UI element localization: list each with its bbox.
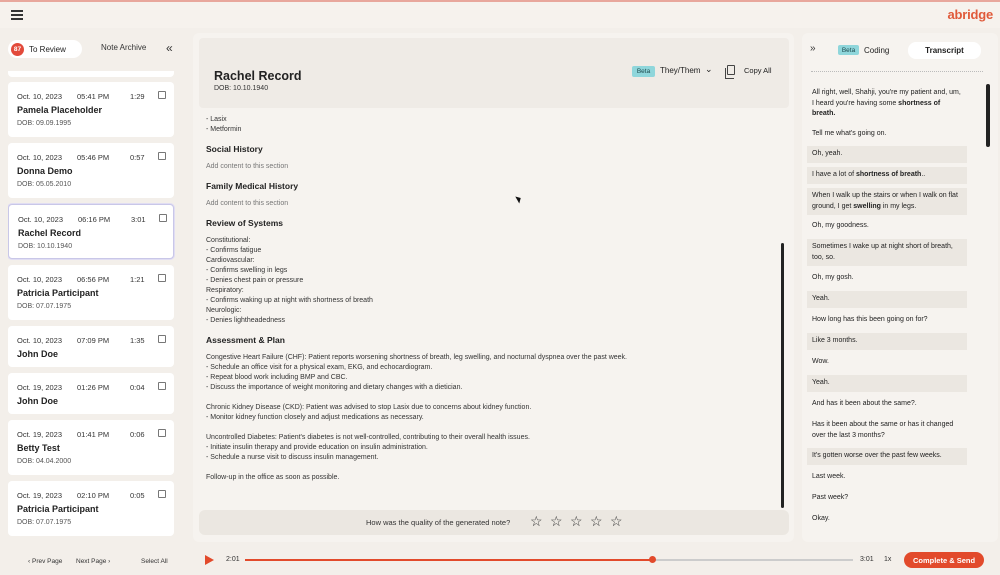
encounter-duration: 1:21 xyxy=(130,275,145,284)
encounter-date: Oct. 10, 2023 xyxy=(17,92,63,101)
select-all-button[interactable]: Select All xyxy=(141,558,168,565)
transcript-scrollbar[interactable] xyxy=(986,84,990,147)
note-line: - Confirms swelling in legs xyxy=(206,267,288,274)
encounter-checkbox[interactable] xyxy=(158,91,166,99)
encounter-card[interactable] xyxy=(8,143,174,198)
section-heading-social-history: Social History xyxy=(206,144,263,154)
encounter-duration: 1:35 xyxy=(130,336,145,345)
patient-name: Rachel Record xyxy=(18,228,82,238)
note-line: Constitutional: xyxy=(206,237,251,244)
brand-logo: abridge xyxy=(947,7,993,22)
patient-name: Pamela Placeholder xyxy=(17,105,103,115)
note-line: - Metformin xyxy=(206,126,242,133)
encounter-card[interactable] xyxy=(8,373,174,414)
utterance-text: Last week. xyxy=(812,473,846,480)
section-heading-assessment-plan: Assessment & Plan xyxy=(206,335,285,345)
ap-followup: Follow-up in the office as soon as possible. xyxy=(206,474,340,481)
patient-name: John Doe xyxy=(17,396,59,406)
patient-name: Betty Test xyxy=(17,443,60,453)
encounter-sidebar xyxy=(0,33,186,575)
beta-badge: Beta xyxy=(632,66,655,77)
note-line: - Confirms waking up at night with shortness of breath xyxy=(206,297,373,304)
progress-knob[interactable] xyxy=(649,556,656,563)
utterance-text: Oh, yeah. xyxy=(812,150,843,157)
encounter-checkbox[interactable] xyxy=(158,382,166,390)
review-count-badge: 87 xyxy=(11,43,24,56)
utterance-text: Wow. xyxy=(812,358,829,365)
transcript-utterance[interactable] xyxy=(807,396,967,413)
section-heading-family-history: Family Medical History xyxy=(206,181,299,191)
utterance-text: Yeah. xyxy=(812,379,830,386)
top-bar xyxy=(0,0,1000,28)
star-icon[interactable]: ☆ xyxy=(590,513,603,529)
note-line: Chronic Kidney Disease (CKD): Patient was advised to stop Lasix due to concerns about kidney function. xyxy=(206,404,532,411)
transcript-utterance[interactable] xyxy=(807,448,967,465)
chevron-down-icon[interactable]: ⌄ xyxy=(705,64,713,74)
transcript-utterance[interactable] xyxy=(807,417,967,444)
patient-dob: DOB: 10.10.1940 xyxy=(18,243,73,250)
encounter-time: 01:41 PM xyxy=(77,430,110,439)
encounter-checkbox[interactable] xyxy=(158,490,166,498)
prev-page-label: Prev Page xyxy=(31,558,63,565)
utterance-text: Sometimes I wake up at night short of breath, too, so. xyxy=(812,243,953,261)
patient-name: Rachel Record xyxy=(214,69,302,83)
utterance-text: Has it been about the same or has it changed over the last 3 months? xyxy=(812,421,954,439)
note-line: - Initiate insulin therapy and provide education on insulin administration. xyxy=(206,444,428,451)
encounter-time: 05:46 PM xyxy=(77,153,110,162)
utterance-text: Like 3 months. xyxy=(812,337,858,344)
utterance-text: .. xyxy=(921,171,926,178)
transcript-utterance[interactable] xyxy=(807,85,967,123)
family-history-placeholder[interactable]: Add content to this section xyxy=(206,200,289,207)
transcript-utterance[interactable] xyxy=(807,218,967,235)
divider xyxy=(811,71,983,72)
audio-player xyxy=(193,548,1000,575)
patient-dob: DOB: 09.09.1995 xyxy=(17,120,72,127)
pronoun-select[interactable]: They/Them xyxy=(660,66,701,75)
utterance-text: It's gotten worse over the past few weeks. xyxy=(812,452,942,459)
ap-block-chf xyxy=(206,353,776,393)
utterance-highlight: shortness of breath xyxy=(855,171,922,178)
star-icon[interactable]: ☆ xyxy=(530,513,543,529)
patient-name: John Doe xyxy=(17,349,59,359)
encounter-time: 05:41 PM xyxy=(77,92,110,101)
encounter-list xyxy=(8,71,176,541)
note-content[interactable] xyxy=(206,115,776,505)
tab-note-archive[interactable]: Note Archive xyxy=(101,43,147,52)
encounter-duration: 0:05 xyxy=(130,491,145,500)
utterance-text: Oh, my goodness. xyxy=(812,222,869,229)
utterance-text: Tell me what's going on. xyxy=(812,130,887,137)
utterance-text: Yeah. xyxy=(812,295,830,302)
patient-dob: DOB: 10.10.1940 xyxy=(214,85,269,92)
progress-track[interactable] xyxy=(245,559,853,561)
section-heading-ros: Review of Systems xyxy=(206,218,284,228)
encounter-date: Oct. 10, 2023 xyxy=(18,215,64,224)
note-header xyxy=(199,38,789,108)
patient-name: Patricia Participant xyxy=(17,504,99,514)
transcript-utterance[interactable] xyxy=(807,469,967,486)
rating-question: How was the quality of the generated note? xyxy=(366,518,511,527)
patient-dob: DOB: 04.04.2000 xyxy=(17,458,72,465)
note-line: - Discuss the importance of weight monitoring and dietary changes with a dietician. xyxy=(206,384,463,391)
utterance-text: All right, well, Shahji, you're my patient and, um, I heard you're having some xyxy=(812,89,961,107)
encounter-duration: 0:57 xyxy=(130,153,145,162)
complete-send-button[interactable]: Complete & Send xyxy=(904,552,984,568)
next-page-button[interactable]: Next Page › xyxy=(76,558,111,565)
patient-name: Patricia Participant xyxy=(17,288,99,298)
note-line: - Schedule an office visit for a physical exam, EKG, and echocardiogram. xyxy=(206,364,433,371)
encounter-date: Oct. 10, 2023 xyxy=(17,336,63,345)
star-icon[interactable]: ☆ xyxy=(610,513,623,529)
utterance-text: How long has this been going on for? xyxy=(812,316,928,323)
encounter-duration: 3:01 xyxy=(131,215,146,224)
encounter-date: Oct. 19, 2023 xyxy=(17,383,63,392)
encounter-time: 02:10 PM xyxy=(77,491,110,500)
note-line: - Repeat blood work including BMP and CBC. xyxy=(206,374,348,381)
encounter-date: Oct. 19, 2023 xyxy=(17,491,63,500)
transcript-utterance[interactable] xyxy=(807,239,967,266)
transcript-utterance[interactable] xyxy=(807,333,967,350)
ros-content xyxy=(206,236,776,326)
utterance-highlight: shortness of breath. xyxy=(812,99,941,117)
note-line: - Confirms fatigue xyxy=(206,247,262,254)
ap-block-diabetes xyxy=(206,433,776,463)
utterance-text: And has it been about the same?. xyxy=(812,400,917,407)
star-icon[interactable]: ☆ xyxy=(550,513,563,529)
utterance-text: Oh, my gosh. xyxy=(812,274,854,281)
utterance-text: When I walk up the stairs or when I walk on flat ground, I get xyxy=(812,192,958,210)
transcript-utterance[interactable] xyxy=(807,511,967,528)
utterance-text: in my legs. xyxy=(880,202,917,210)
playback-speed[interactable]: 1x xyxy=(884,556,892,563)
encounter-card[interactable] xyxy=(8,204,174,259)
transcript-utterance[interactable] xyxy=(807,291,967,308)
encounter-card[interactable] xyxy=(8,326,174,367)
utterance-highlight: swelling xyxy=(853,202,881,210)
tab-coding[interactable]: Coding xyxy=(864,46,890,55)
note-line: Respiratory: xyxy=(206,287,244,294)
tab-to-review-label: To Review xyxy=(29,44,66,54)
encounter-checkbox[interactable] xyxy=(158,335,166,343)
star-icon[interactable]: ☆ xyxy=(570,513,583,529)
note-line: Congestive Heart Failure (CHF): Patient reports worsening shortness of breath, leg swelling, and nocturnal dyspnea over the past week. xyxy=(206,354,627,361)
transcript-utterance[interactable] xyxy=(807,270,967,287)
utterance-text: Okay. xyxy=(812,515,830,522)
encounter-checkbox[interactable] xyxy=(159,214,167,222)
patient-dob: DOB: 05.05.2010 xyxy=(17,181,72,188)
note-scrollbar[interactable] xyxy=(781,243,784,508)
progress-fill xyxy=(245,559,652,561)
double-chevron-right-icon[interactable]: » xyxy=(810,43,816,54)
transcript-utterance[interactable] xyxy=(807,375,967,392)
utterance-text: Past week? xyxy=(812,494,849,501)
transcript-utterance[interactable] xyxy=(807,146,967,163)
encounter-duration: 0:04 xyxy=(130,383,145,392)
encounter-time: 07:09 PM xyxy=(77,336,110,345)
prev-page-button[interactable]: ‹ Prev Page xyxy=(28,558,63,565)
encounter-duration: 1:29 xyxy=(130,92,145,101)
transcript-utterance[interactable] xyxy=(807,126,967,143)
transcript-utterance[interactable] xyxy=(807,312,967,329)
encounter-date: Oct. 10, 2023 xyxy=(17,275,63,284)
list-item-partial xyxy=(8,71,174,77)
copy-icon[interactable] xyxy=(727,65,735,75)
meds-list xyxy=(206,115,776,135)
note-line: - Denies lightheadedness xyxy=(206,317,285,324)
coding-beta-badge: Beta xyxy=(838,45,859,55)
current-time: 2:01 xyxy=(226,556,240,563)
sidebar-header xyxy=(8,40,183,60)
copy-all-button[interactable]: Copy All xyxy=(744,66,772,75)
note-line: - Schedule a nurse visit to discuss insulin management. xyxy=(206,454,379,461)
encounter-card[interactable] xyxy=(8,82,174,137)
transcript-list[interactable] xyxy=(807,83,967,538)
next-page-label: Next Page xyxy=(76,558,107,565)
encounter-card[interactable] xyxy=(8,420,174,475)
encounter-checkbox[interactable] xyxy=(158,429,166,437)
transcript-utterance[interactable] xyxy=(807,167,967,184)
note-line: Neurologic: xyxy=(206,307,242,314)
tab-to-review[interactable] xyxy=(8,40,82,58)
pagination xyxy=(0,552,186,575)
encounter-checkbox[interactable] xyxy=(158,274,166,282)
encounter-time: 06:16 PM xyxy=(78,215,111,224)
patient-dob: DOB: 07.07.1975 xyxy=(17,303,72,310)
double-chevron-left-icon[interactable]: « xyxy=(166,41,173,55)
encounter-time: 01:26 PM xyxy=(77,383,110,392)
encounter-duration: 0:06 xyxy=(130,430,145,439)
encounter-time: 06:56 PM xyxy=(77,275,110,284)
encounter-checkbox[interactable] xyxy=(158,152,166,160)
transcript-utterance[interactable] xyxy=(807,188,967,215)
social-history-placeholder[interactable]: Add content to this section xyxy=(206,163,289,170)
rating-bar xyxy=(199,510,789,535)
tab-transcript[interactable]: Transcript xyxy=(908,42,981,59)
note-line: - Lasix xyxy=(206,116,227,123)
encounter-date: Oct. 19, 2023 xyxy=(17,430,63,439)
hamburger-menu-icon[interactable] xyxy=(11,10,23,20)
ap-block-ckd xyxy=(206,403,776,423)
duration: 3:01 xyxy=(860,556,874,563)
note-line: Uncontrolled Diabetes: Patient's diabetes is not well-controlled, contributing to their overall health issues. xyxy=(206,434,530,441)
patient-dob: DOB: 07.07.1975 xyxy=(17,519,72,526)
patient-name: Donna Demo xyxy=(17,166,73,176)
encounter-card[interactable] xyxy=(8,265,174,320)
play-icon[interactable] xyxy=(205,555,214,565)
encounter-card[interactable] xyxy=(8,481,174,536)
note-line: Cardiovascular: xyxy=(206,257,255,264)
encounter-date: Oct. 10, 2023 xyxy=(17,153,63,162)
transcript-utterance[interactable] xyxy=(807,490,967,507)
note-line: - Monitor kidney function closely and adjust medications as necessary. xyxy=(206,414,424,421)
note-line: - Denies chest pain or pressure xyxy=(206,277,304,284)
utterance-text: I have a lot of xyxy=(812,171,856,178)
transcript-utterance[interactable] xyxy=(807,354,967,371)
